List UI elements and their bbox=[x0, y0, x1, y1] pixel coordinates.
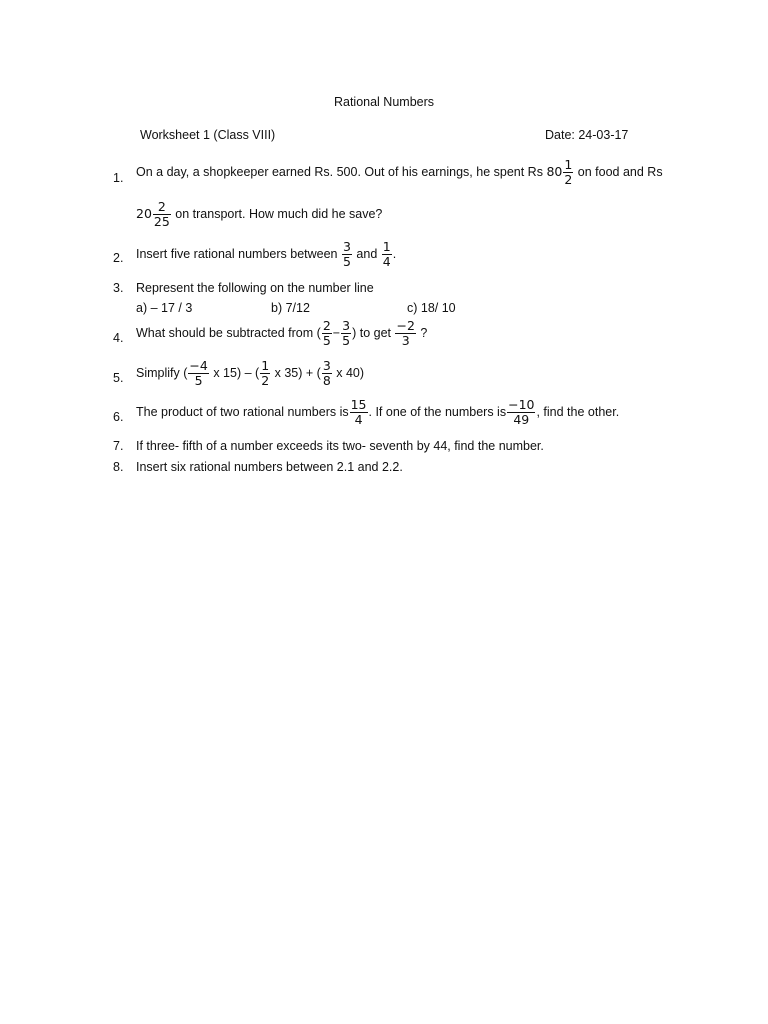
question-text: ? bbox=[420, 326, 428, 341]
option-c: c) 18/ 10 bbox=[407, 301, 456, 315]
worksheet-label: Worksheet 1 (Class VIII) bbox=[140, 128, 276, 142]
question-text: . bbox=[392, 247, 397, 262]
question-text: and bbox=[356, 247, 378, 262]
fraction-denominator: 4 bbox=[382, 254, 391, 270]
fraction-denominator: 5 bbox=[322, 333, 331, 349]
fraction-numerator: −10 bbox=[508, 397, 535, 412]
question-number: 4. bbox=[113, 331, 124, 345]
question-text: On a day, a shopkeeper earned Rs. 500. Out of his earnings, he spent Rs bbox=[136, 165, 543, 180]
question-text: . If one of the numbers is bbox=[368, 405, 507, 420]
page-title: Rational Numbers bbox=[333, 95, 435, 109]
mixed-number-whole: 20 bbox=[136, 206, 152, 222]
fraction-denominator: 4 bbox=[354, 412, 363, 428]
question-text: x 15) – ( bbox=[213, 366, 260, 381]
question-text: Represent the following on the number line bbox=[136, 281, 374, 295]
fraction-numerator: 1 bbox=[261, 358, 270, 373]
minus-sign: − bbox=[332, 326, 341, 341]
fraction bbox=[382, 240, 392, 270]
question-text: on transport. How much did he save? bbox=[175, 207, 383, 222]
question-number: 5. bbox=[113, 371, 124, 385]
fraction-denominator: 5 bbox=[194, 373, 203, 389]
question-number: 8. bbox=[113, 460, 124, 474]
question-text: Insert six rational numbers between 2.1 and 2.2. bbox=[136, 460, 403, 474]
fraction-numerator: 3 bbox=[322, 358, 331, 373]
option-a: a) – 17 / 3 bbox=[136, 301, 193, 315]
parenthesis: ) bbox=[352, 326, 357, 341]
fraction-denominator: 3 bbox=[401, 333, 410, 349]
fraction bbox=[507, 398, 535, 428]
fraction bbox=[322, 359, 332, 389]
fraction-numerator: 3 bbox=[342, 239, 351, 254]
date-label: Date: 24-03-17 bbox=[545, 128, 629, 142]
mixed-number-whole: 80 bbox=[546, 164, 563, 180]
fraction-denominator: 8 bbox=[322, 373, 331, 389]
question-number: 7. bbox=[113, 439, 124, 453]
fraction-denominator: 2 bbox=[564, 172, 573, 188]
fraction bbox=[260, 359, 270, 389]
question-4 bbox=[136, 319, 427, 349]
fraction-denominator: 49 bbox=[513, 412, 530, 428]
question-text: The product of two rational numbers is bbox=[136, 405, 349, 420]
fraction-numerator: 3 bbox=[342, 318, 351, 333]
question-2 bbox=[136, 240, 396, 270]
fraction-denominator: 5 bbox=[342, 254, 351, 270]
fraction-numerator: 2 bbox=[322, 318, 331, 333]
question-text: , find the other. bbox=[536, 405, 620, 420]
fraction bbox=[350, 398, 368, 428]
question-1-line-1 bbox=[136, 158, 663, 188]
fraction-numerator: 2 bbox=[153, 200, 171, 215]
fraction-denominator: 25 bbox=[153, 214, 170, 230]
option-b: b) 7/12 bbox=[271, 301, 310, 315]
parenthesis: ( bbox=[316, 326, 321, 341]
question-1-line-2 bbox=[136, 200, 382, 230]
fraction-numerator: −4 bbox=[189, 358, 208, 373]
fraction bbox=[342, 240, 352, 270]
question-5 bbox=[136, 359, 364, 389]
fraction bbox=[563, 158, 573, 188]
fraction bbox=[395, 319, 415, 349]
question-6 bbox=[136, 398, 619, 428]
fraction-denominator: 2 bbox=[261, 373, 270, 389]
question-number: 2. bbox=[113, 251, 124, 265]
question-text: What should be subtracted from bbox=[136, 326, 314, 341]
question-number: 6. bbox=[113, 410, 124, 424]
question-text: If three- fifth of a number exceeds its two- seventh by 44, find the number. bbox=[136, 439, 544, 453]
question-text: x 40) bbox=[332, 366, 365, 381]
question-text: Insert five rational numbers between bbox=[136, 247, 338, 262]
fraction-numerator: 1 bbox=[382, 239, 391, 254]
fraction-numerator: 15 bbox=[350, 397, 367, 412]
fraction-numerator: 1 bbox=[564, 157, 573, 172]
question-text: Simplify ( bbox=[136, 366, 188, 381]
fraction bbox=[322, 319, 332, 349]
question-number: 3. bbox=[113, 281, 124, 295]
question-number: 1. bbox=[113, 171, 124, 185]
fraction bbox=[153, 200, 171, 230]
fraction-denominator: 5 bbox=[342, 333, 351, 349]
fraction bbox=[341, 319, 351, 349]
question-text: on food and Rs bbox=[577, 165, 663, 180]
fraction-numerator: −2 bbox=[396, 318, 415, 333]
fraction bbox=[188, 359, 208, 389]
question-text: x 35) + ( bbox=[274, 366, 321, 381]
question-text: to get bbox=[359, 326, 391, 341]
